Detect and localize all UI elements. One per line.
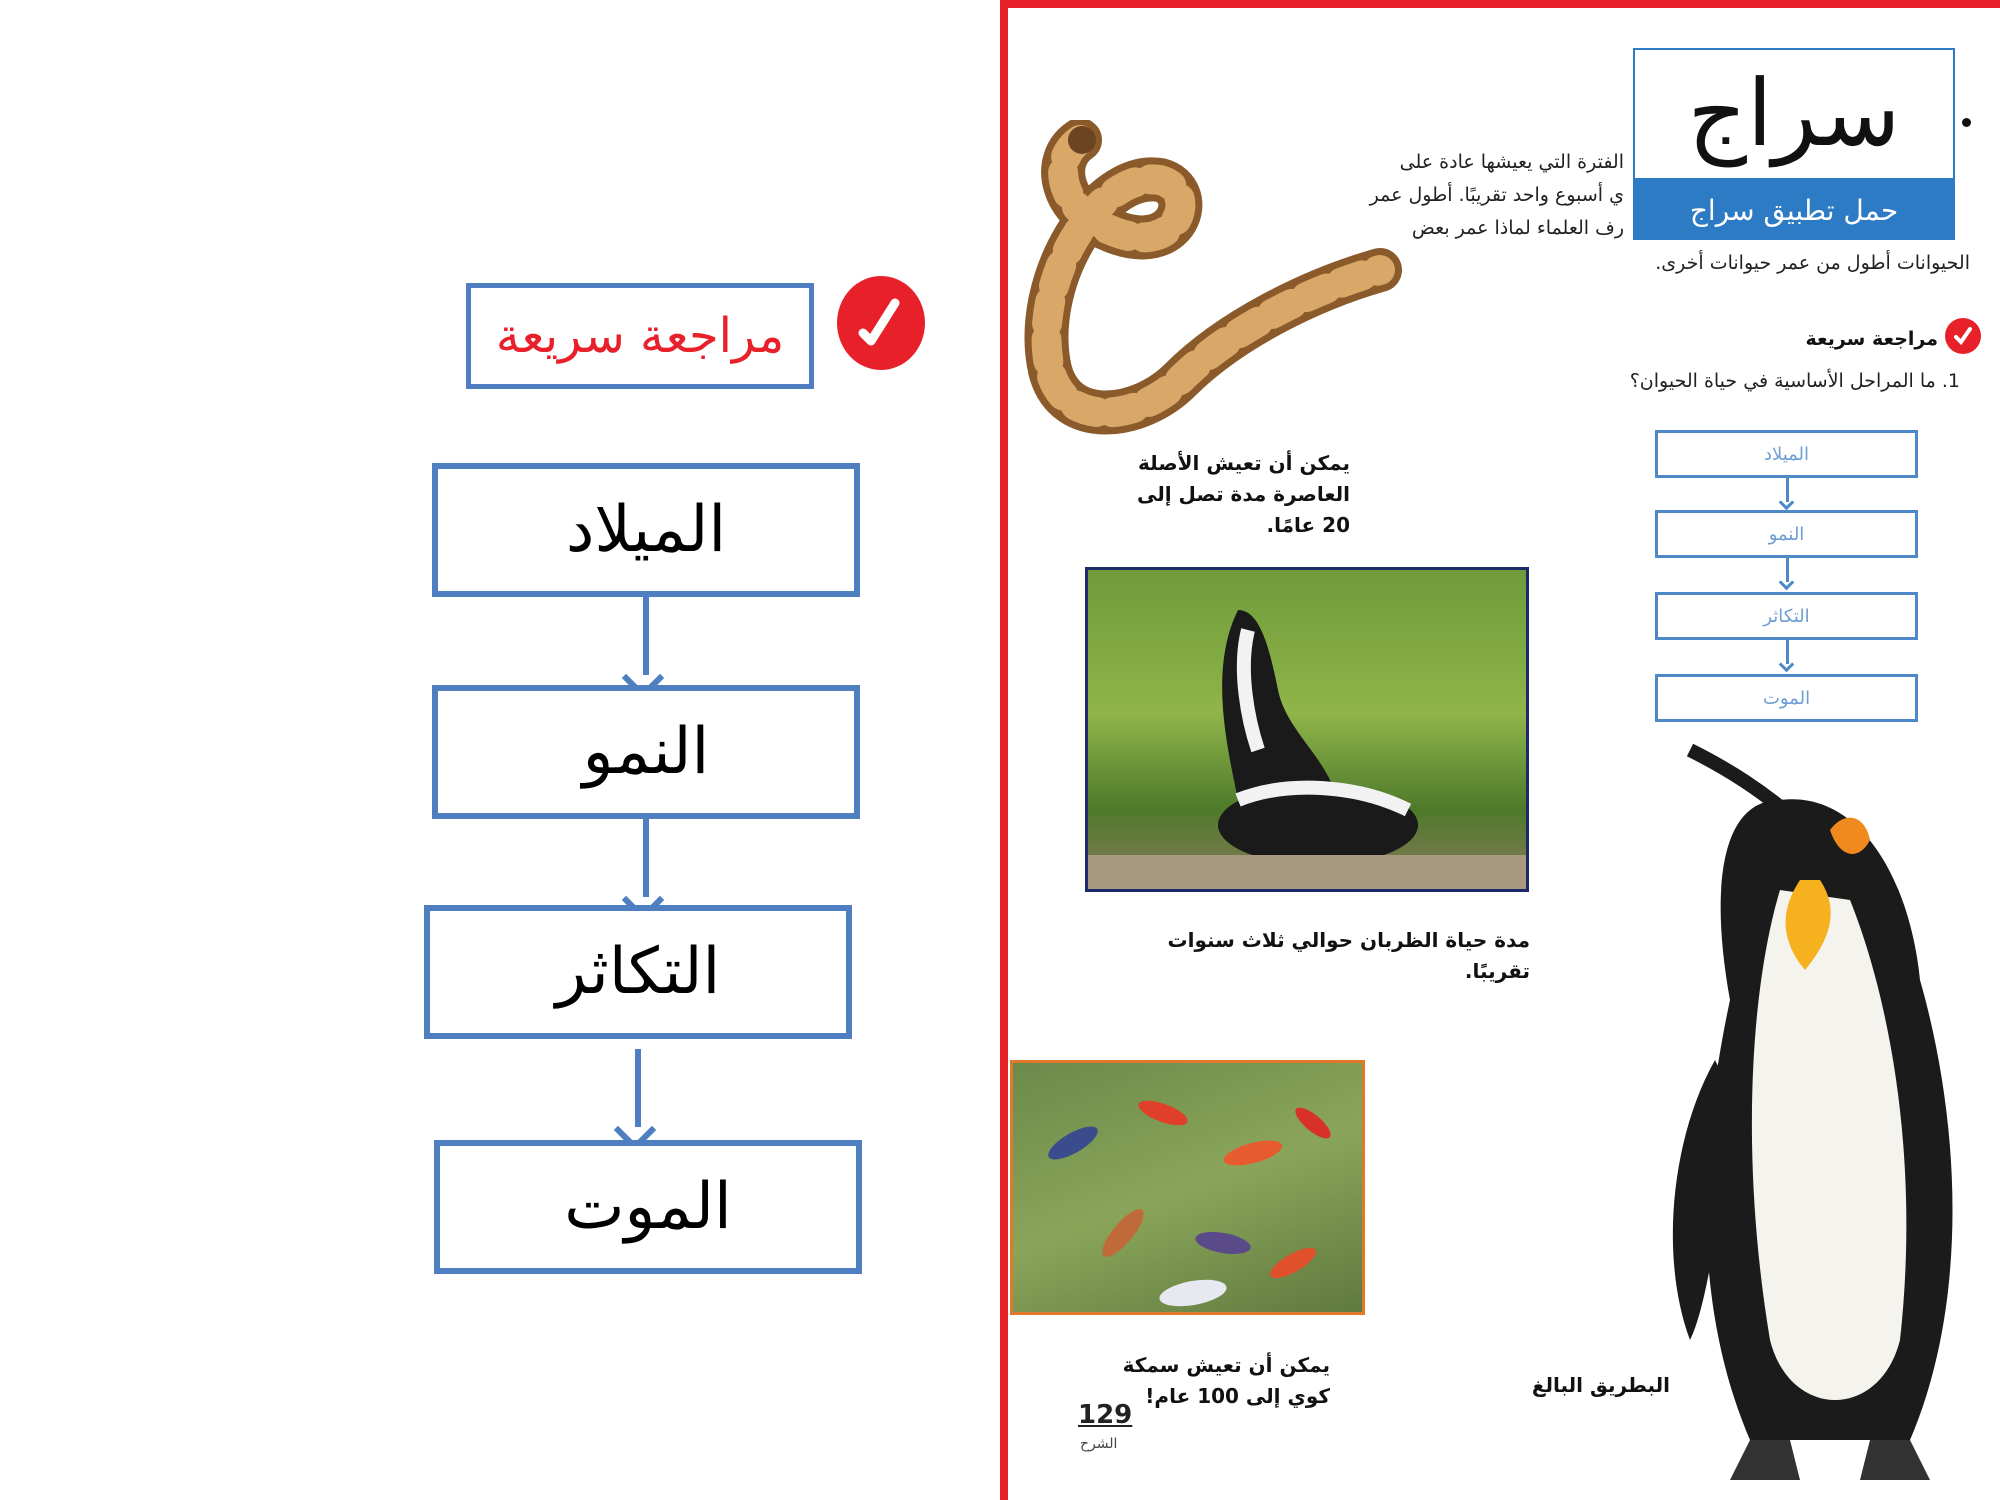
mini-step-birth [1655,430,1918,478]
mini-step-label: النمو [1768,523,1805,545]
flow-step-label: الميلاد [565,493,727,567]
quick-review-label-box [466,283,814,389]
mini-arrow [1786,558,1789,582]
mini-step-label: التكاثر [1763,605,1810,627]
boa-snake-image [1010,120,1410,440]
page-border-left [1000,0,1008,1500]
siraj-logo-text: سراج [1687,60,1901,167]
skunk-photo [1085,567,1529,892]
koi-caption-2: كوي إلى 100 عام! [1145,1384,1330,1408]
mini-arrow [1786,640,1789,664]
skunk-icon [1088,570,1529,892]
intro-line-4: الحيوانات أطول من عمر حيوانات أخرى. [1655,252,1970,274]
intro-line-2: ي أسبوع واحد تقريبًا. أطول عمر [1369,184,1624,206]
review-question: 1. ما المراحل الأساسية في حياة الحيوان؟ [1629,370,1960,392]
mini-step-growth [1655,510,1918,558]
quick-review-heading: مراجعة سريعة [1805,328,1938,350]
skunk-caption-2: تقريبًا. [1464,959,1530,983]
flow-arrow [643,819,649,897]
snake-caption-3: 20 عامًا. [1266,513,1350,537]
page-border-top [1000,0,2000,8]
check-mark-icon [851,293,911,353]
penguin-caption: البطريق البالغ [1531,1373,1670,1397]
page-number: 129 [1078,1400,1133,1430]
check-icon [837,276,925,370]
snake-caption-2: العاصرة مدة تصل إلى [1136,482,1350,506]
app-download-banner[interactable] [1633,180,1955,240]
check-mark-icon [1951,324,1975,348]
mini-arrow [1786,478,1789,502]
skunk-caption-1: مدة حياة الظربان حوالي ثلاث سنوات [1167,928,1530,952]
flow-arrow [635,1049,641,1127]
quick-review-label: مراجعة سريعة [495,308,785,364]
page-sub-label: الشرح [1080,1436,1118,1452]
flow-step-label: الموت [564,1170,732,1244]
mini-step-death [1655,674,1918,722]
koi-fish-icon [1013,1063,1365,1315]
flow-step-reproduction [424,905,852,1039]
snake-caption-1: يمكن أن تعيش الأصلة [1138,451,1350,475]
flow-step-label: النمو [582,715,710,789]
app-banner-label: حمل تطبيق سراج [1689,193,1899,227]
flow-arrow [643,597,649,675]
mini-step-label: الميلاد [1763,443,1810,465]
check-icon [1945,318,1981,354]
koi-fish-photo [1010,1060,1365,1315]
koi-caption-1: يمكن أن تعيش سمكة [1122,1353,1330,1377]
intro-line-3: رف العلماء لماذا عمر بعض [1411,217,1624,239]
textbook-page [1000,0,2000,1500]
mini-step-reproduction [1655,592,1918,640]
flow-step-growth [432,685,860,819]
siraj-logo [1633,48,1955,180]
logo-dot [1962,118,1971,127]
flow-step-birth [432,463,860,597]
intro-line-1: الفترة التي يعيشها عادة على [1399,151,1624,173]
penguin-image [1630,740,2000,1500]
flow-step-label: التكاثر [555,935,721,1009]
mini-step-label: الموت [1762,687,1811,709]
flow-step-death [434,1140,862,1274]
